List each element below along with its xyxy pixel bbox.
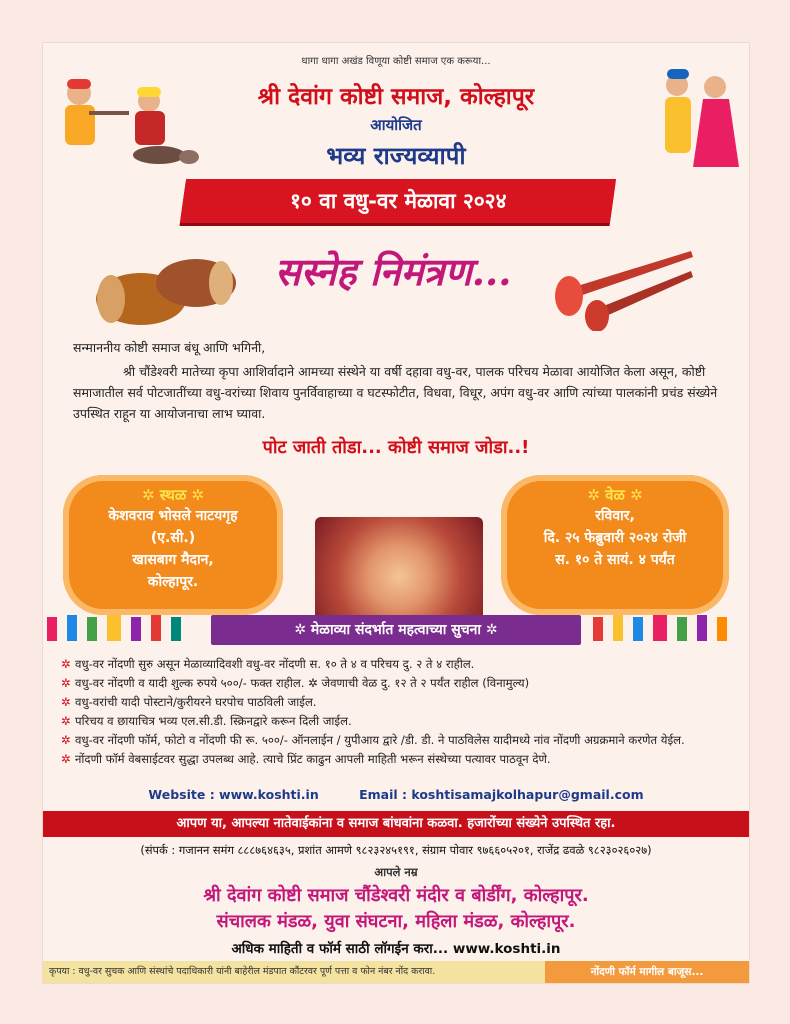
venue-line: केशवराव भोसले नाटयगृह [108,508,238,524]
notes-list [61,655,741,769]
wedding-hands-photo [315,517,483,625]
list-item: ✲ वधु-वर नोंदणी फॉर्म, फोटो व नोंदणी फी रू. ५००/- ऑनलाईन / युपीआय द्वारे /डी. डी. ने पाठविलेस यादीमध्ये नांव नोंदणी अग्रक्रमाने करणेत येईल. [61,731,741,750]
list-item: ✲ नोंदणी फॉर्म वेबसाईटवर सुद्धा उपलब्ध आहे. त्याचे प्रिंट काढुन आपली माहिती भरून संस्थेच्या पत्यावर पाठवून देणे. [61,750,741,769]
venue-heading: ✲ स्थळ ✲ [141,486,205,504]
venue-line: खासबाग मैदान, [132,552,214,568]
appeal-banner: आपण या, आपल्या नातेवाईकांना व समाज बांधवांना कळवा. हजारोंच्या संख्येने उपस्थित रहा. [43,811,749,837]
drums-illustration-icon [91,243,241,333]
time-line: रविवार, [595,508,635,524]
contact-phones: (संपर्क : गजानन समंग ८८८७६४६३५, प्रशांत आमणे ९८२३२४५१९१, संग्राम पोवार ९७६६०५२०१, राजेंद्र ढवळे ९८२३०२६०२७) [140,843,652,857]
footer-request-note: कृपया : वधु-वर सुचक आणि संस्थांचे पदाधिकारी यांनी बाहेरील मंडपात कौंटरवर पूर्ण पत्ता व फोन नंबर नोंद करावा. [43,961,545,983]
page-title: श्री देवांग कोष्टी समाज, कोल्हापूर [257,84,535,110]
organisation-line: श्री देवांग कोष्टी समाज चौंडेश्वरी मंदीर व बोर्डींग, कोल्हापूर. [203,885,589,906]
contact-row [43,787,749,802]
venue-line: कोल्हापूर. [147,574,199,590]
venue-badge [63,475,283,615]
time-line: स. १० ते सायं. ४ पर्यंत [555,552,675,568]
more-info-link[interactable]: अधिक माहिती व फॉर्म साठी लॉगईन करा... www.koshti.in [231,941,561,957]
invitation-calligraphy: सस्नेह निमंत्रण... [275,249,512,294]
intro-paragraph: श्री चौंडेश्वरी मातेच्या कृपा आशिर्वादाने आमच्या संस्थेने या वर्षी दहावा वधु-वर, पालक परिचय मेळावा आयोजित केला असून, कोष्टी समाजातील सर्व पोटजातींच्या वधु-वरांच्या शिवाय पुनर्विवाहाच्या व घटस्फोटीत, विधवा, विधूर, अपंग वधु-वर आणि त्यांच्या पालकांनी प्रचंड संख्येने उपस्थित राहून या आयोजनाचा लाभ घ्यावा. [73,364,718,421]
notes-heading: ✲ मेळाव्या संदर्भात महत्वाच्या सुचना ✲ [211,615,581,645]
tagline: धागा धागा अखंड विणूया कोष्टी समाज एक करूया... [301,56,491,67]
slogan: पोट जाती तोडा... कोष्टी समाज जोडा..! [262,437,530,458]
time-badge [501,475,729,615]
form-back-note: नोंदणी फॉर्म मागील बाजूस... [545,961,749,983]
time-heading: ✲ वेळ ✲ [587,486,643,504]
organised-label: आयोजित [370,116,422,134]
time-line: दि. २५ फेब्रुवारी २०२४ रोजी [543,530,687,546]
list-item: ✲ परिचय व छायाचित्र भव्य एल.सी.डी. स्क्रिनद्वारे करून दिली जाईल. [61,712,741,731]
list-item: ✲ वधु-वरांची यादी पोस्टाने/कुरीयरने घरपोच पाठविली जाईल. [61,693,741,712]
website-link[interactable]: Website : www.koshti.in [148,787,319,802]
salutation: सन्माननीय कोष्टी समाज बंधू आणि भगिनी, [73,340,266,355]
list-item: ✲ वधु-वर नोंदणी सुरु असून मेळाव्यादिवशी वधु-वर नोंदणी स. १० ते ४ व परिचय दु. २ ते ४ राहील. [61,655,741,674]
invitation-sheet [42,42,750,984]
venue-line: (ए.सी.) [150,530,196,546]
committee-line: संचालक मंडळ, युवा संघटना, महिला मंडळ, कोल्हापूर. [216,911,576,932]
trumpets-illustration-icon [551,231,701,331]
list-item: ✲ वधु-वर नोंदणी व यादी शुल्क रुपये ५००/- फक्त राहील. ✲ जेवणाची वेळ दु. १२ ते २ पर्यंत राहील (विनामुल्य) [61,674,741,693]
subtitle: भव्य राज्यव्यापी [326,142,466,170]
sincerely-label: आपले नम्र [374,865,418,879]
email-link[interactable]: Email : koshtisamajkolhapur@gmail.com [359,787,644,802]
event-ribbon [180,179,616,223]
event-title: १० वा वधु-वर मेळावा २०२४ [289,189,507,213]
